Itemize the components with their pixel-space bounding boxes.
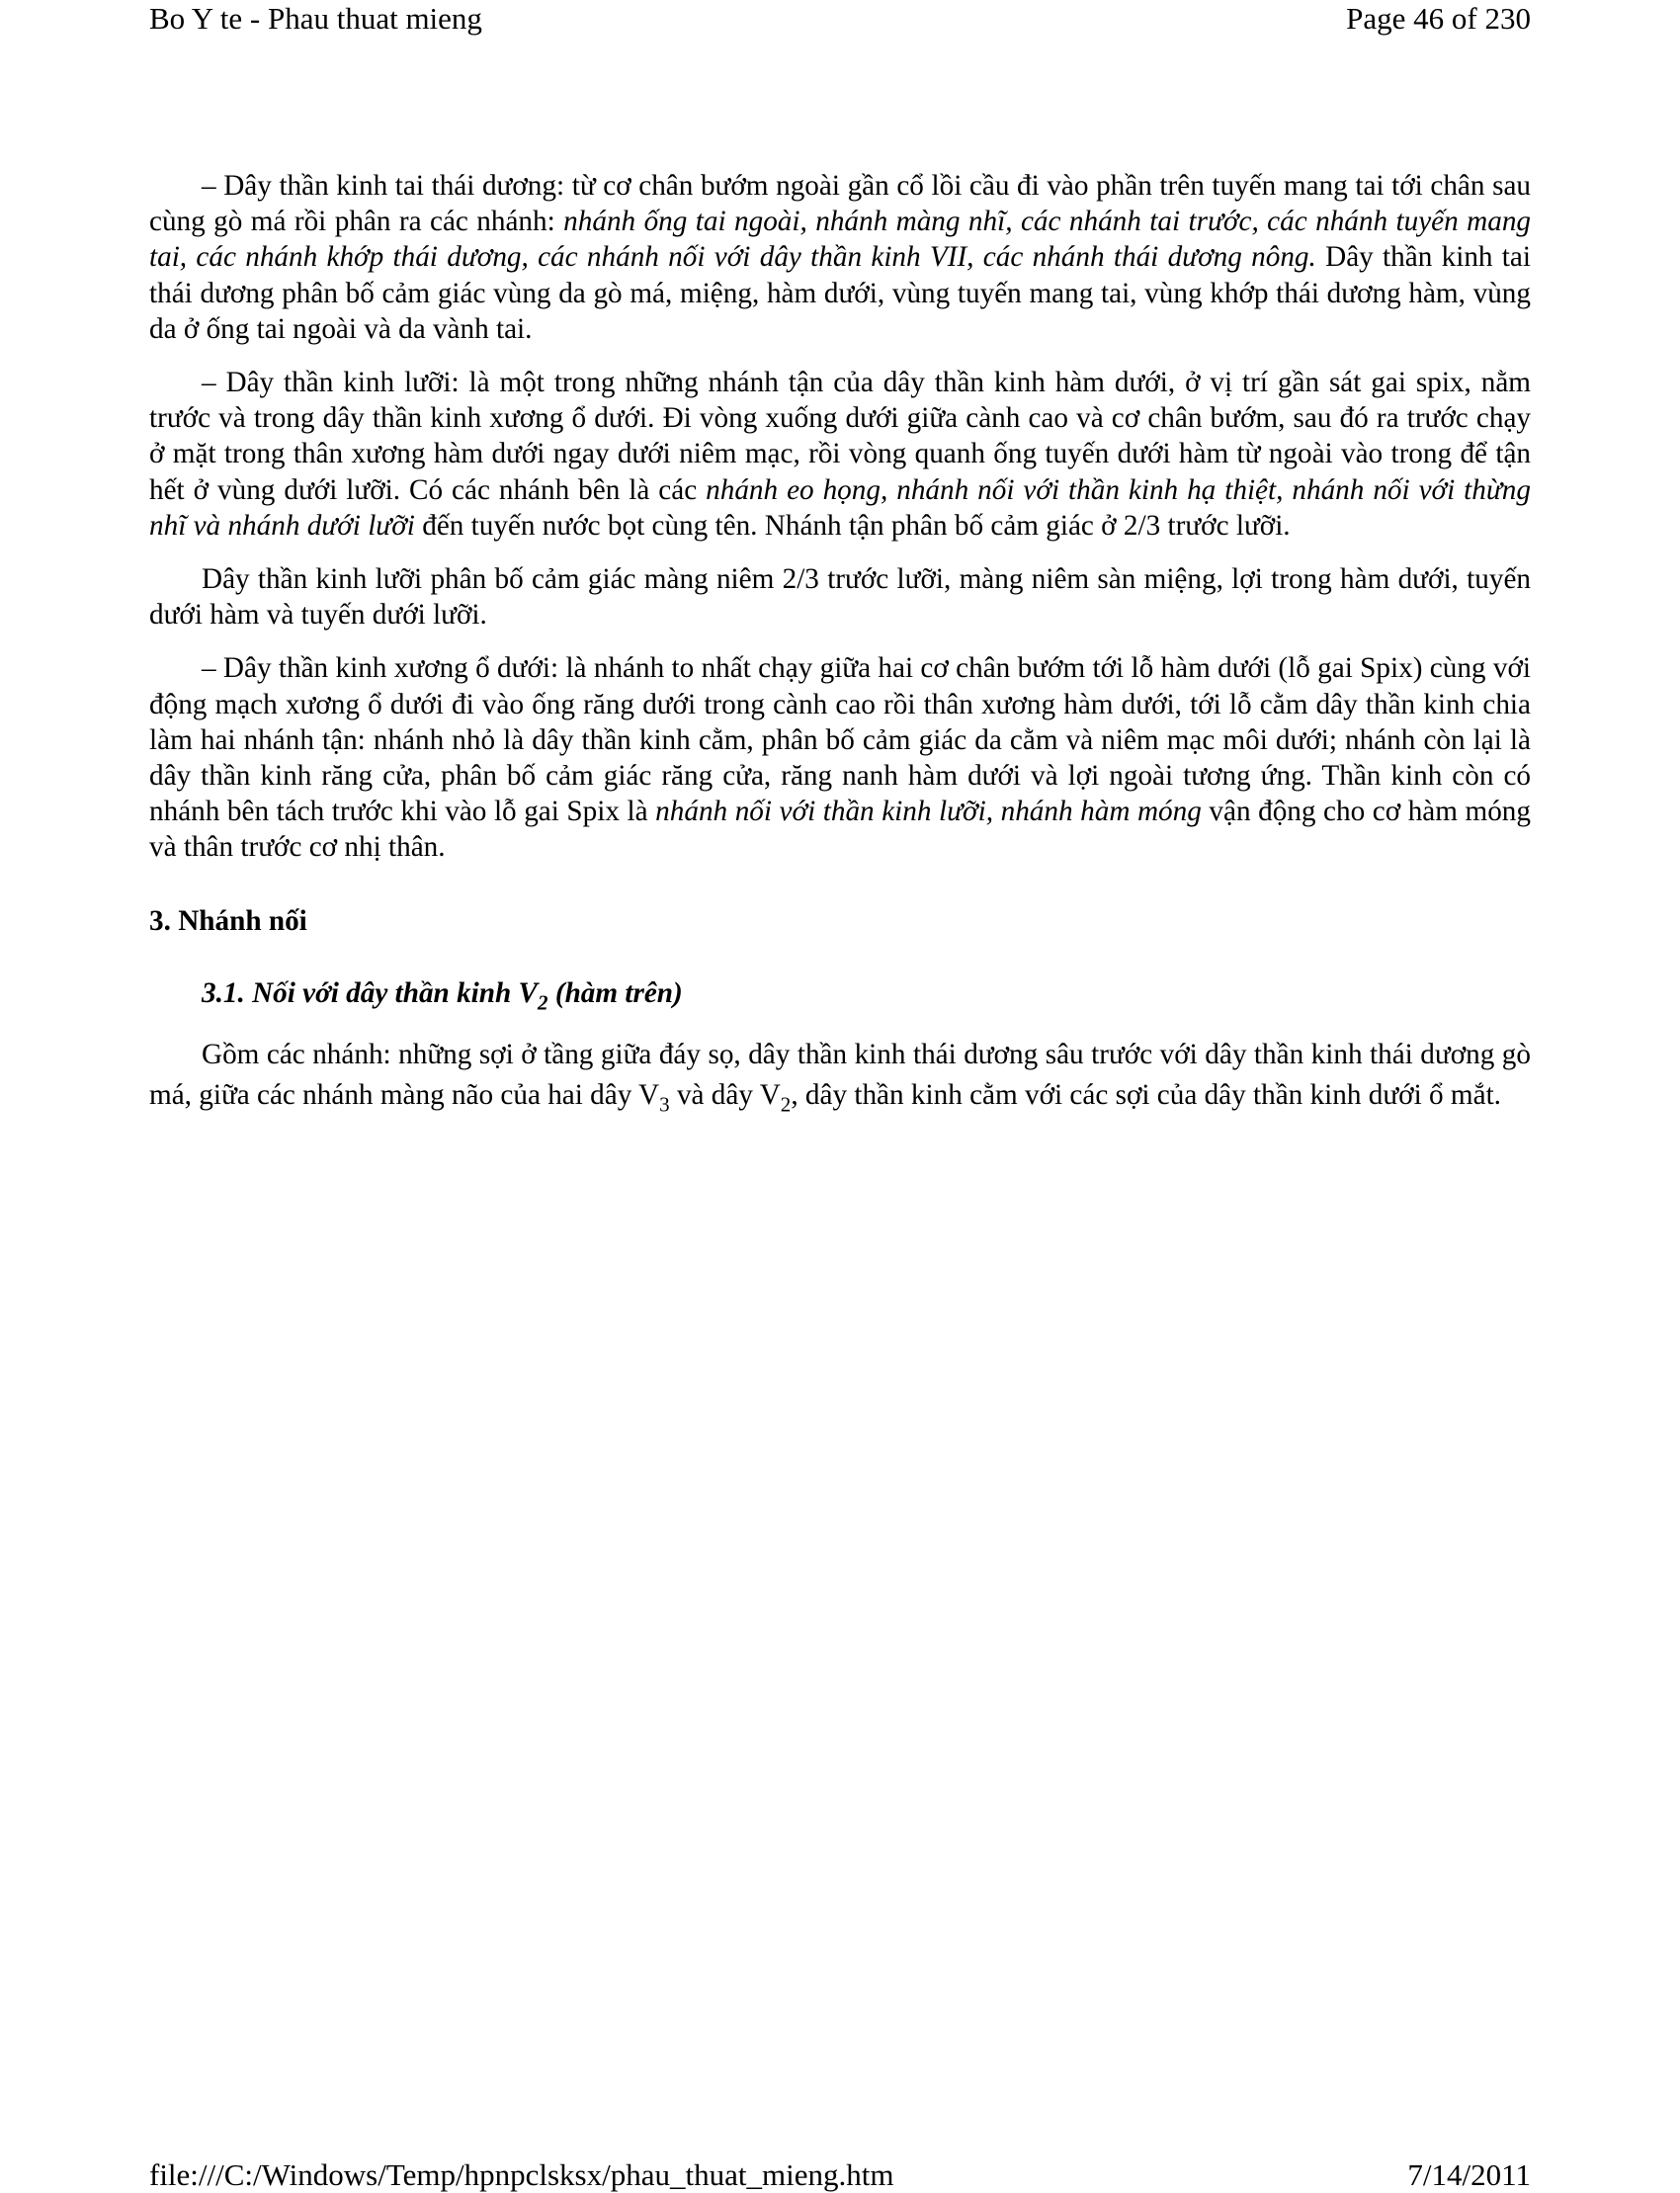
subsection-heading — [202, 975, 1531, 1014]
paragraph-text: và dây V — [669, 1078, 781, 1111]
paragraph-italic-text: nhánh eo họng, nhánh nối với thần kinh hạ thiệt, nhánh nối với thừng nhĩ và nhánh dưới lưỡi — [149, 473, 1531, 542]
subscript: 2 — [538, 990, 548, 1014]
paragraph-text: đến tuyến nước bọt cùng tên. Nhánh tận phân bố cảm giác ở 2/3 trước lưỡi. — [414, 509, 1291, 542]
paragraph-inferior-alveolar-nerve — [149, 650, 1531, 865]
paragraph-text: Dây thần kinh tai thái dương phân bố cảm giác vùng da gò má, miệng, hàm dưới, vùng tuyến mang tai, vùng khớp thái dương hàm, vùng da ở ống tai ngoài và da vành tai. — [149, 241, 1531, 345]
paragraph-text: , dây thần kinh cằm với các sợi của dây thần kinh dưới ổ mắt. — [791, 1078, 1501, 1111]
page-number: Page 46 of 230 — [1346, 1, 1531, 36]
file-path: file:///C:/Windows/Temp/hpnpclsksx/phau_thuat_mieng.htm — [149, 2157, 894, 2192]
paragraph-text: – Dây thần kinh xương ổ dưới: là nhánh to nhất chạy giữa hai cơ chân bướm tới lỗ hàm dưới (lỗ gai Spix) cùng với động mạch xương ổ dưới đi vào ống răng dưới trong cành cao rồi thân xương hàm dưới, tới lỗ cằm dây thần kinh chia làm hai nhánh tận: nhánh nhỏ là dây thần kinh cằm, phân bố cảm giác da cằm và niêm mạc môi dưới; nhánh còn lại là dây thần kinh răng cửa, phân bố cảm giác răng cửa, răng nanh hàm dưới và lợi ngoài tương ứng. Thần kinh còn có nhánh bên tách trước khi vào lỗ gai Spix là — [149, 652, 1531, 828]
paragraph-text: Dây thần kinh lưỡi phân bố cảm giác màng niêm 2/3 trước lưỡi, màng niêm sàn miệng, lợi trong hàm dưới, tuyến dưới hàm và tuyến dưới lưỡi. — [149, 563, 1531, 632]
print-date: 7/14/2011 — [1407, 2157, 1531, 2192]
header-title: Bo Y te - Phau thuat mieng — [149, 1, 482, 36]
paragraph-text: – Dây thần kinh tai thái dương: từ cơ chân bướm ngoài gần cổ lồi cầu đi vào phần trên tuyến mang tai tới chân sau cùng gò má rồi phân ra các nhánh: — [149, 170, 1531, 238]
paragraph-italic-text: nhánh ống tai ngoài, nhánh màng nhĩ, các nhánh tai trước, các nhánh tuyến mang tai, các nhánh khớp thái dương, các nhánh nối với dây thần kinh VII, các nhánh thái dương nông. — [149, 206, 1532, 274]
paragraph-lingual-nerve — [149, 365, 1531, 544]
paragraph-text: – Dây thần kinh lưỡi: là một trong những nhánh tận của dây thần kinh hàm dưới, ở vị trí gần sát gai spix, nằm trước và trong dây thần kinh xương ổ dưới. Đi vòng xuống dưới giữa cành cao và cơ chân bướm, sau đó ra trước chạy ở mặt trong thân xương hàm dưới ngay dưới niêm mạc, rồi vòng quanh ống tuyến dưới hàm từ ngoài vào trong để tận hết ở vùng dưới lưỡi. Có các nhánh bên là các — [149, 367, 1531, 506]
page-header — [149, 1, 1531, 37]
paragraph-lingual-nerve-distribution — [149, 561, 1531, 633]
subscript: 3 — [659, 1092, 670, 1116]
paragraph-italic-text: nhánh nối với thần kinh lưỡi, nhánh hàm móng — [655, 796, 1202, 828]
document-body — [149, 168, 1531, 1134]
page-footer — [149, 2157, 1531, 2193]
section-heading: 3. Nhánh nối — [149, 904, 307, 937]
heading-text: 3.1. Nối với dây thần kinh V — [202, 976, 539, 1009]
paragraph-text: Gồm các nhánh: những sợi ở tầng giữa đáy sọ, dây thần kinh thái dương sâu trước với dây thần kinh thái dương gò má, giữa các nhánh màng não của hai dây V — [149, 1038, 1531, 1111]
paragraph-auriculotemporal-nerve — [149, 168, 1531, 347]
heading-text: (hàm trên) — [547, 976, 683, 1009]
subscript: 2 — [780, 1092, 792, 1116]
paragraph-text: vận động cho cơ hàm móng và thân trước cơ nhị thân. — [149, 796, 1531, 864]
paragraph-connections-v2 — [149, 1035, 1531, 1116]
